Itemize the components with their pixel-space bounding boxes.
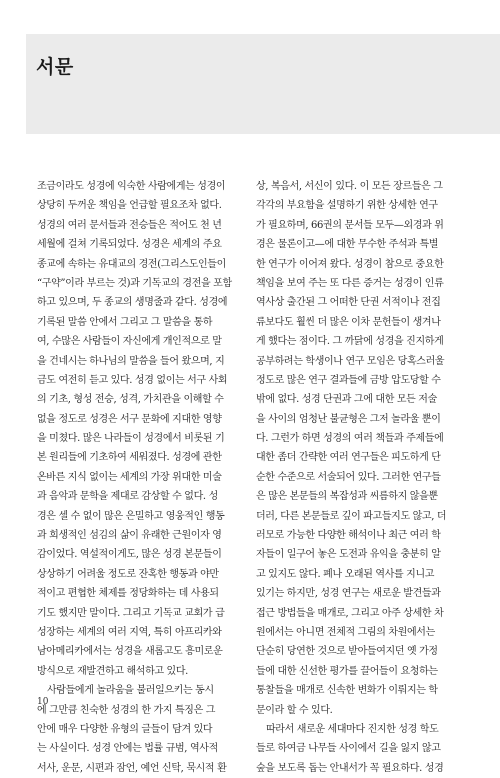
text-line: 조금이라도 성경에 익숙한 사람에게는 성경이 xyxy=(37,181,226,192)
text-line: 없을 정도로 성경은 서구 문화에 지대한 영향 xyxy=(37,413,222,425)
chapter-header-band xyxy=(26,34,500,134)
text-line: 세월에 걸쳐 기록되었다. 성경은 세계의 주요 xyxy=(37,239,222,251)
text-line: 고 있지도 않다. 폐나 오래된 역사를 지니고 xyxy=(256,568,435,580)
text-line: 감이었다. 역설적이게도, 많은 성경 본문들이 xyxy=(37,549,222,561)
text-line: 상상하기 어려울 정도로 잔혹한 행동과 야만 xyxy=(37,568,219,580)
text-line: 기도 했지만 말이다. 그리고 기독교 교회가 급 xyxy=(37,607,225,619)
page-number: 10 xyxy=(37,697,49,707)
text-line: 을 사이의 엄청난 불균형은 그저 놀라울 뿐이 xyxy=(256,413,441,425)
text-line: 서사, 운문, 시편과 잠언, 예언 신탁, 묵시적 환 xyxy=(37,762,227,774)
text-line: 기록된 말씀 안에서 그리고 그 말씀을 통하 xyxy=(37,316,213,328)
text-line: 밖에 없다. 성경 단권과 그에 대한 모든 저술 xyxy=(256,394,437,406)
text-line: 본 원리들에 기초하여 세워졌다. 성경에 관한 xyxy=(37,452,222,464)
text-line: 들로 하여금 나무들 사이에서 길을 잃지 않고 xyxy=(256,743,441,755)
text-line: 성경의 여러 문서들과 전승들은 적어도 천 년 xyxy=(37,219,222,231)
text-line: 종교에 속하는 유대교의 경전(그리스도인들이 xyxy=(37,258,226,270)
text-line: 가 필요하며, 66권의 문서들 모두—외경과 위 xyxy=(256,219,444,231)
text-line: 을 건네시는 하나님의 말씀을 들어 왔으며, 지 xyxy=(37,355,225,367)
text-line: 에 그만큼 친숙한 성경의 한 가지 특징은 그 xyxy=(37,704,216,716)
text-line: 정도로 많은 연구 결과들에 금방 압도당할 수 xyxy=(256,374,441,386)
text-line: 과 음악과 문학을 제대로 감상할 수 없다. 성 xyxy=(37,491,218,503)
text-line: 경은 셀 수 없이 많은 은밀하고 영웅적인 행동 xyxy=(37,510,225,522)
text-line: 적이고 편협한 체제를 정당화하는 데 사용되 xyxy=(37,588,219,600)
text-line: 대한 좀더 간략한 여러 연구들은 피도하게 단 xyxy=(256,452,441,464)
text-line: 역사상 출간된 그 어떠한 단권 서적이나 전집 xyxy=(256,297,441,309)
text-line: “구약”이라 부르는 것)과 기독교의 경전을 포함 xyxy=(37,277,232,289)
text-line: 안에 매우 다양한 유형의 글들이 담겨 있다 xyxy=(37,723,213,735)
text-line: 순한 수준으로 서술되어 있다. 그러한 연구들 xyxy=(256,471,441,483)
text-line: 게 했다는 점이다. 그 까닭에 성경을 진지하게 xyxy=(256,336,444,348)
text-line: 있기는 하지만, 성경 연구는 새로운 발견들과 xyxy=(256,588,441,600)
text-line: 여, 수많은 사람들이 자신에게 개인적으로 말 xyxy=(37,336,222,348)
text-line: 방식으로 재발견하고 해석하고 있다. xyxy=(37,665,188,677)
text-line: 원에서는 아니면 전체적 그림의 차원에서는 xyxy=(256,626,435,638)
text-line: 접근 방법들을 매개로, 그리고 아주 상세한 차 xyxy=(256,607,444,619)
text-line: 통찰들을 매개로 신속한 변화가 이뤄지는 학 xyxy=(256,685,438,697)
text-line: 다. 그런가 하면 성경의 여러 책들과 주제들에 xyxy=(256,433,444,445)
text-line: 각각의 부요함을 설명하기 위한 상세한 연구 xyxy=(256,200,438,212)
text-line: 한 연구가 이어져 왔다. 성경이 참으로 중요한 xyxy=(256,258,444,270)
text-line: 상, 복음서, 서신이 있다. 이 모든 장르들은 그 xyxy=(256,181,443,192)
text-line: 문이라 할 수 있다. xyxy=(256,704,333,716)
text-line: 공부하려는 학생이나 연구 모임은 당혹스러울 xyxy=(256,355,445,367)
text-line: 사람들에게 놀라움을 불러일으키는 동시 xyxy=(47,685,214,697)
text-line: 류보다도 훨씬 더 많은 이차 문헌들이 생겨나 xyxy=(256,316,441,328)
text-line: 책임을 보여 주는 또 다른 증거는 성경이 인류 xyxy=(256,277,444,289)
text-line: 온바른 지식 없이는 세계의 가장 위대한 미술 xyxy=(37,471,222,483)
text-line: 과 희생적인 섬김의 삶이 유래한 근원이자 영 xyxy=(37,530,222,542)
text-line: 자들이 일구어 놓은 도전과 유익을 충분히 알 xyxy=(256,549,441,561)
text-line: 성장하는 세계의 여러 지역, 특히 아프리카와 xyxy=(37,626,222,638)
text-line: 의 기초, 형성 전승, 성격, 가치관을 이해할 수 xyxy=(37,394,224,406)
text-line: 상당히 두꺼운 책임을 언급할 필요조차 없다. xyxy=(37,200,222,212)
text-line: 더러, 다른 본문들로 깊이 파고들지도 않고, 더 xyxy=(256,510,447,522)
section-title: 서문 xyxy=(36,56,74,78)
text-line: 남아메리카에서는 성경을 새롭고도 흥미로운 xyxy=(37,646,223,658)
right-text-column xyxy=(256,177,469,778)
text-line: 들에 대한 신선한 평가를 끌어들이 요청하는 xyxy=(256,665,438,677)
text-line: 은 많은 본문들의 복잡성과 씨름하지 않을뿐 xyxy=(256,491,438,503)
left-text-column xyxy=(37,177,250,778)
text-line: 숲을 보도록 돕는 안내서가 꼭 필요하다. 성경 xyxy=(256,762,444,774)
text-line: 경은 물론이고—에 대한 무수한 주석과 특별 xyxy=(256,239,439,251)
text-line: 따라서 새로운 세대마다 진지한 성경 학도 xyxy=(266,723,439,735)
text-line: 하고 있으며, 두 종교의 생명줄과 같다. 성경에 xyxy=(37,297,228,309)
text-line: 단순히 당연한 것으로 받아들여지던 옛 가정 xyxy=(256,646,438,658)
text-line: 러모로 가능한 다양한 해석이나 최근 여러 학 xyxy=(256,530,441,542)
text-line: 금도 여전히 듣고 있다. 성경 없이는 서구 사회 xyxy=(37,374,228,386)
text-line: 는 사실이다. 성경 안에는 법률 규범, 역사적 xyxy=(37,743,218,755)
text-line: 을 미쳤다. 많은 나라들이 성경에서 비롯된 기 xyxy=(37,433,225,445)
